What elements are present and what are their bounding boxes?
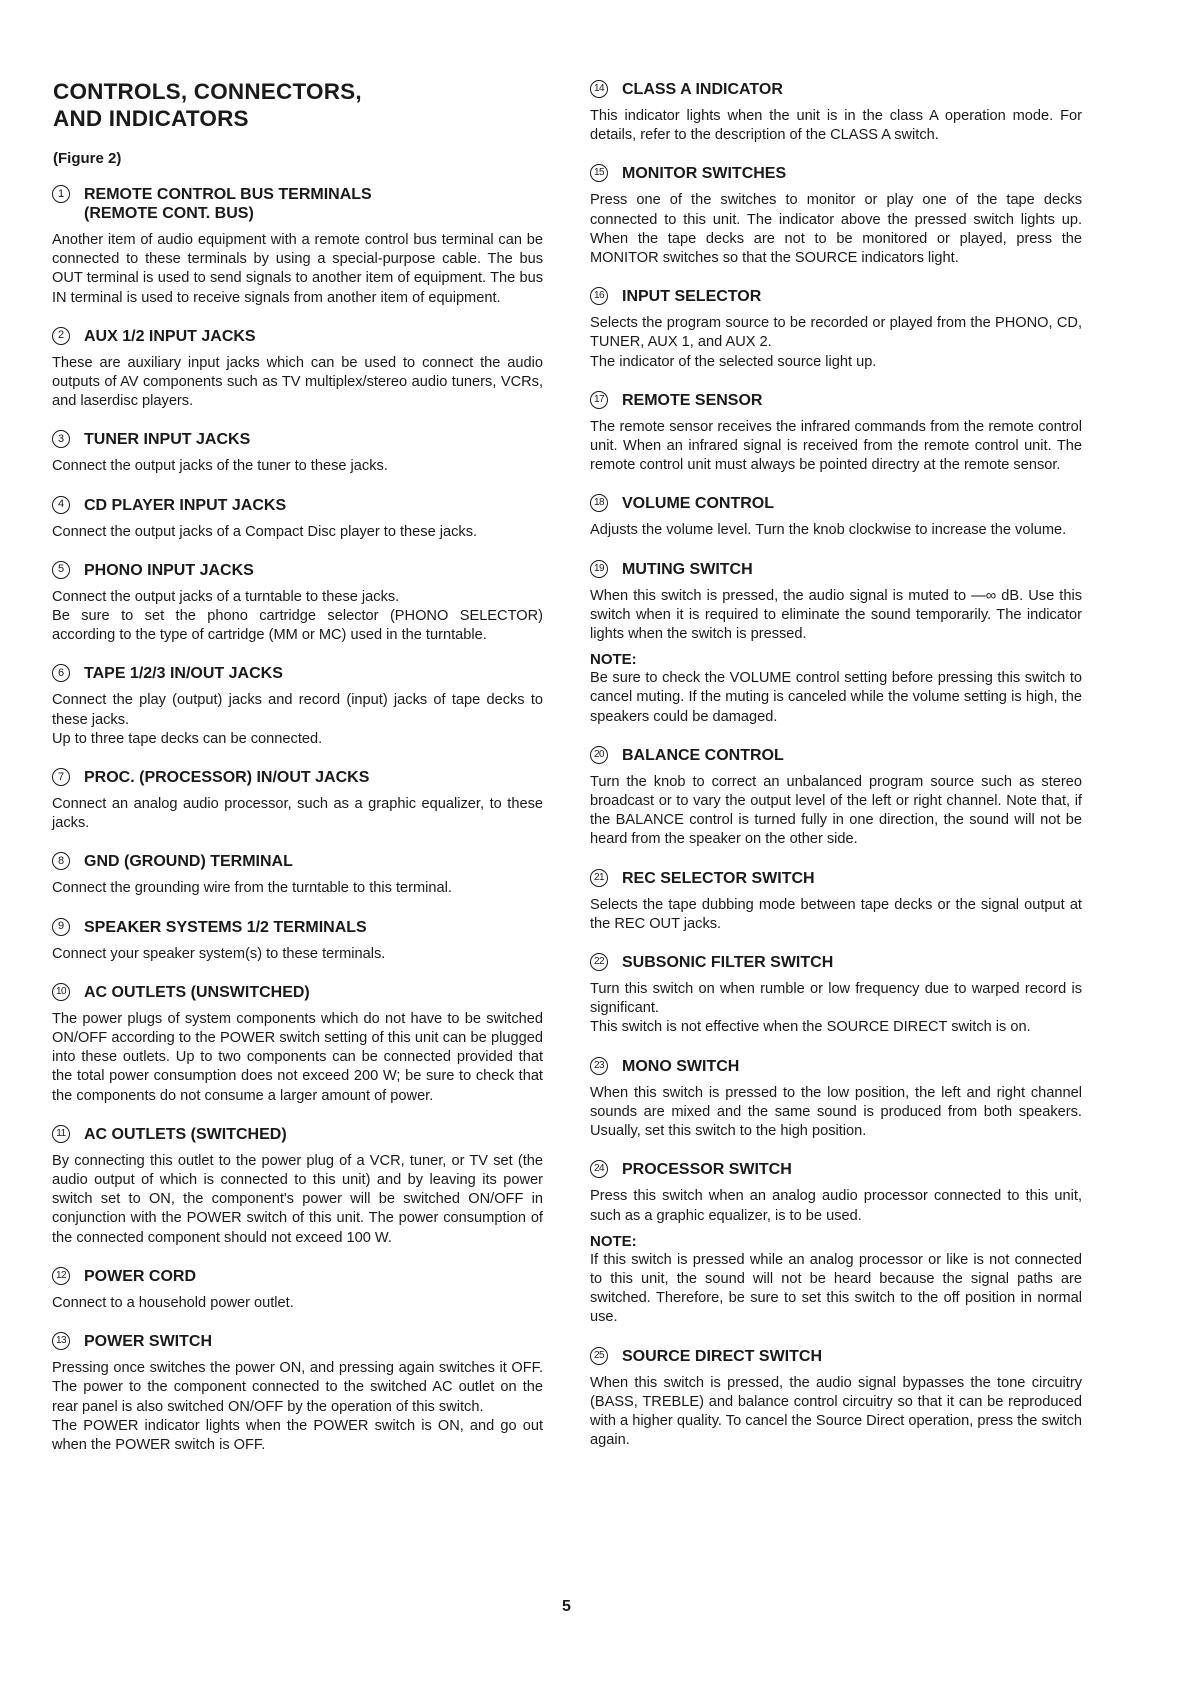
section-15 xyxy=(590,164,1082,268)
section-heading xyxy=(590,746,1082,765)
section-heading xyxy=(52,1267,543,1286)
section-heading xyxy=(52,983,543,1002)
section-body: Connect the output jacks of a turntable to these jacks. xyxy=(52,588,400,605)
note-text: If this switch is pressed while an analog processor or like is not connected to this unit, the sound will not be heard because the signal paths are switched. Therefore, be sure to set this switch to the off position in normal use. xyxy=(590,1251,1082,1326)
section-heading xyxy=(590,869,1082,888)
right-column xyxy=(590,80,1082,1469)
section-heading xyxy=(52,185,543,223)
section-title-text: AC OUTLETS (SWITCHED) xyxy=(84,1125,287,1143)
circled-number-icon: 18 xyxy=(590,494,608,512)
section-title xyxy=(622,391,762,410)
section-title-text: PROC. (PROCESSOR) IN/OUT JACKS xyxy=(84,769,370,787)
section-body: Another item of audio equipment with a remote control bus terminal can be connected to these terminals by using a special-purpose cable. The bus OUT terminal is used to send signals to another item of equipment. The bus IN terminal is used to receive signals from another item of equipment. xyxy=(52,232,543,306)
section-heading xyxy=(52,1125,543,1144)
left-column xyxy=(52,185,543,1474)
section-body: Turn this switch on when rumble or low frequency due to warped record is significant. xyxy=(590,981,1082,1017)
section-title xyxy=(84,185,372,223)
circled-number-icon: 14 xyxy=(590,80,608,98)
section-title xyxy=(84,1332,212,1351)
section-title xyxy=(84,664,283,683)
section-title-text: TUNER INPUT JACKS xyxy=(84,431,251,449)
section-title xyxy=(622,80,783,99)
section-body: Connect the output jacks of a Compact Disc player to these jacks. xyxy=(52,523,478,540)
section-body: These are auxiliary input jacks which can be used to connect the audio outputs of AV components such as TV multiplex/stereo audio tuners, VCRs, and laserdisc players. xyxy=(52,354,543,410)
section-heading xyxy=(590,560,1082,579)
section-title xyxy=(622,1160,792,1179)
section-title-text: REC SELECTOR SWITCH xyxy=(622,869,815,887)
section-body: Connect to a household power outlet. xyxy=(52,1294,294,1311)
section-title xyxy=(622,164,786,183)
section-title xyxy=(84,430,250,449)
section-title xyxy=(622,869,815,888)
section-heading xyxy=(52,561,543,580)
section-heading xyxy=(590,1160,1082,1179)
circled-number-icon: 10 xyxy=(52,983,70,1001)
section-body-continued: Up to three tape decks can be connected. xyxy=(52,730,323,747)
section-title-text: REMOTE SENSOR xyxy=(622,391,763,409)
section-body: Selects the program source to be recorded or played from the PHONO, CD, TUNER, AUX 1, and AUX 2. xyxy=(590,315,1082,351)
section-title-text: POWER SWITCH xyxy=(84,1333,212,1351)
circled-number-icon: 4 xyxy=(52,496,70,514)
page-title xyxy=(53,78,362,132)
note-label: NOTE: xyxy=(590,651,637,669)
section-body: This indicator lights when the unit is in the class A operation mode. For details, refer to the description of the CLASS A switch. xyxy=(590,108,1082,144)
section-body: The power plugs of system components which do not have to be switched ON/OFF according to the POWER switch setting of this unit can be plugged into these outlets. Up to two components can be connected provided that the total power consumption does not exceed 200 W; be sure to check that the components do not consume a larger amount of power. xyxy=(52,1010,543,1104)
section-12 xyxy=(52,1267,543,1313)
section-title-text: SPEAKER SYSTEMS 1/2 TERMINALS xyxy=(84,918,367,936)
section-body: Pressing once switches the power ON, and pressing again switches it OFF. The power to the component connected to the switched AC outlet on the rear panel is also switched ON/OFF by the operation of this switch. xyxy=(52,1360,543,1415)
section-body: Connect your speaker system(s) to these terminals. xyxy=(52,945,386,962)
circled-number-icon: 17 xyxy=(590,391,608,409)
section-subtitle: (REMOTE CONT. BUS) xyxy=(84,205,254,222)
section-2 xyxy=(52,327,543,412)
section-body: Connect an analog audio processor, such as a graphic equalizer, to these jacks. xyxy=(52,796,543,832)
circled-number-icon: 25 xyxy=(590,1347,608,1365)
section-20 xyxy=(590,746,1082,850)
section-body: When this switch is pressed to the low position, the left and right channel sounds are mixed and the same sound is produced from both speakers. Usually, set this switch to the high position. xyxy=(590,1084,1082,1140)
section-heading xyxy=(52,918,543,937)
section-19 xyxy=(590,560,1082,727)
section-13 xyxy=(52,1332,543,1455)
section-title-text: INPUT SELECTOR xyxy=(622,288,762,306)
note-text: Be sure to check the VOLUME control setting before pressing this switch to cancel muting. If the muting is canceled while the volume setting is high, the speakers could be damaged. xyxy=(590,670,1082,725)
section-8 xyxy=(52,852,543,898)
section-title-text: PHONO INPUT JACKS xyxy=(84,561,254,579)
section-18 xyxy=(590,494,1082,540)
section-title xyxy=(622,287,761,306)
section-title xyxy=(84,1267,196,1286)
circled-number-icon: 20 xyxy=(590,746,608,764)
section-title-text: MONITOR SWITCHES xyxy=(622,165,787,183)
section-title xyxy=(84,852,293,871)
page-number: 5 xyxy=(562,1598,571,1615)
section-heading xyxy=(590,80,1082,99)
circled-number-icon: 5 xyxy=(52,561,70,579)
section-title-text: PROCESSOR SWITCH xyxy=(622,1161,792,1179)
section-title-text: SUBSONIC FILTER SWITCH xyxy=(622,954,834,972)
section-17 xyxy=(590,391,1082,476)
section-title xyxy=(622,560,753,579)
section-body: Press this switch when an analog audio processor connected to this unit, such as a graphic equalizer, is to be used. xyxy=(590,1188,1082,1224)
section-heading xyxy=(52,768,543,787)
section-body: When this switch is pressed, the audio signal bypasses the tone circuitry (BASS, TREBLE) and balance control circuitry so that it can be reproduced with a higher quality. To cancel the Source Direct operation, press the switch again. xyxy=(590,1374,1082,1449)
section-title xyxy=(84,496,286,515)
circled-number-icon: 22 xyxy=(590,953,608,971)
section-heading xyxy=(590,1347,1082,1366)
circled-number-icon: 7 xyxy=(52,768,70,786)
section-heading xyxy=(52,1332,543,1351)
section-heading xyxy=(590,1057,1082,1076)
section-title-text: AUX 1/2 INPUT JACKS xyxy=(84,327,256,345)
section-title xyxy=(84,983,310,1002)
section-body: Selects the tape dubbing mode between tape decks or the signal output at the REC OUT jacks. xyxy=(590,896,1082,932)
section-title-text: REMOTE CONTROL BUS TERMINALS xyxy=(84,186,372,203)
section-16 xyxy=(590,287,1082,372)
circled-number-icon: 23 xyxy=(590,1057,608,1075)
section-title-text: VOLUME CONTROL xyxy=(622,495,774,513)
section-heading xyxy=(590,164,1082,183)
circled-number-icon: 16 xyxy=(590,287,608,305)
section-heading xyxy=(590,287,1082,306)
section-25 xyxy=(590,1347,1082,1451)
section-body: The remote sensor receives the infrared commands from the remote control unit. When an infrared signal is received from the remote control unit. The remote control unit must always be pointed directry at the remote sensor. xyxy=(590,418,1082,474)
section-body: Press one of the switches to monitor or play one of the tape decks connected to this unit. The indicator above the pressed switch lights up. When the tape decks are not to be monitored or played, press the MONITOR switches so that the SOURCE indicators light. xyxy=(590,192,1082,267)
section-heading xyxy=(590,953,1082,972)
section-body: Connect the output jacks of the tuner to these jacks. xyxy=(52,458,388,475)
section-title-text: SOURCE DIRECT SWITCH xyxy=(622,1347,822,1365)
section-title-text: AC OUTLETS (UNSWITCHED) xyxy=(84,983,310,1001)
section-body-continued: The POWER indicator lights when the POWER switch is ON, and go out when the POWER switch is OFF. xyxy=(52,1417,543,1453)
section-heading xyxy=(590,494,1082,513)
section-title xyxy=(84,327,256,346)
section-body: By connecting this outlet to the power plug of a VCR, tuner, or TV set (the audio output of which is connected to this unit) and by leaving its power switch set to ON, the component's power will be switched ON/OFF in conjunction with the POWER switch of this unit. The power consumption of the connected component should not exceed 100 W. xyxy=(52,1152,543,1246)
section-title-text: MUTING SWITCH xyxy=(622,560,753,578)
section-body-continued: Be sure to set the phono cartridge selector (PHONO SELECTOR) according to the type of cartridge (MM or MC) used in the turntable. xyxy=(52,608,543,644)
section-body: Adjusts the volume level. Turn the knob clockwise to increase the volume. xyxy=(590,522,1067,539)
section-6 xyxy=(52,664,543,749)
note-label: NOTE: xyxy=(590,1232,637,1250)
section-title xyxy=(622,1057,739,1076)
section-heading xyxy=(52,496,543,515)
page-title-line-1: CONTROLS, CONNECTORS, xyxy=(53,79,362,104)
section-23 xyxy=(590,1057,1082,1142)
section-4 xyxy=(52,496,543,542)
section-heading xyxy=(590,391,1082,410)
section-title xyxy=(622,494,774,513)
circled-number-icon: 12 xyxy=(52,1267,70,1285)
section-9 xyxy=(52,918,543,964)
section-body: Connect the play (output) jacks and record (input) jacks of tape decks to these jacks. xyxy=(52,692,543,728)
section-title xyxy=(622,1347,822,1366)
section-heading xyxy=(52,430,543,449)
section-title xyxy=(622,953,833,972)
section-1 xyxy=(52,185,543,308)
section-title-text: CD PLAYER INPUT JACKS xyxy=(84,496,287,514)
circled-number-icon: 9 xyxy=(52,918,70,936)
section-title xyxy=(84,918,367,937)
section-14 xyxy=(590,80,1082,145)
section-22 xyxy=(590,953,1082,1038)
section-21 xyxy=(590,869,1082,934)
section-10 xyxy=(52,983,543,1106)
page-title-line-2: AND INDICATORS xyxy=(53,106,249,131)
circled-number-icon: 6 xyxy=(52,664,70,682)
section-title xyxy=(84,561,254,580)
section-title-text: CLASS A INDICATOR xyxy=(622,81,783,98)
circled-number-icon: 13 xyxy=(52,1332,70,1350)
section-5 xyxy=(52,561,543,646)
circled-number-icon: 15 xyxy=(590,164,608,182)
section-title-text: BALANCE CONTROL xyxy=(622,746,784,764)
circled-number-icon: 1 xyxy=(52,185,70,203)
section-body: Turn the knob to correct an unbalanced program source such as stereo broadcast or to vary the output level of the left or right channel. Note that, if the BALANCE control is turned fully in one direction, the sound will not be heard from the speaker on the other side. xyxy=(590,773,1082,848)
figure-reference: (Figure 2) xyxy=(53,150,122,167)
circled-number-icon: 11 xyxy=(52,1125,70,1143)
section-body: Connect the grounding wire from the turntable to this terminal. xyxy=(52,880,452,897)
circled-number-icon: 19 xyxy=(590,560,608,578)
section-title-text: MONO SWITCH xyxy=(622,1057,740,1075)
section-body-continued: The indicator of the selected source light up. xyxy=(590,353,877,370)
circled-number-icon: 24 xyxy=(590,1160,608,1178)
circled-number-icon: 2 xyxy=(52,327,70,345)
section-heading xyxy=(52,664,543,683)
section-title xyxy=(622,746,784,765)
section-title xyxy=(84,768,369,787)
circled-number-icon: 8 xyxy=(52,852,70,870)
circled-number-icon: 21 xyxy=(590,869,608,887)
section-heading xyxy=(52,852,543,871)
section-11 xyxy=(52,1125,543,1248)
section-title-text: POWER CORD xyxy=(84,1267,196,1285)
section-title-text: TAPE 1/2/3 IN/OUT JACKS xyxy=(84,665,283,683)
section-7 xyxy=(52,768,543,833)
section-title xyxy=(84,1125,287,1144)
section-body-continued: This switch is not effective when the SOURCE DIRECT switch is on. xyxy=(590,1019,1031,1036)
section-3 xyxy=(52,430,543,476)
section-body: When this switch is pressed, the audio signal is muted to —∞ dB. Use this switch when it is required to eliminate the sound temporarily. The indicator lights when the switch is pressed. xyxy=(590,587,1082,643)
section-title-text: GND (GROUND) TERMINAL xyxy=(84,853,293,871)
section-heading xyxy=(52,327,543,346)
circled-number-icon: 3 xyxy=(52,430,70,448)
section-24 xyxy=(590,1160,1082,1327)
